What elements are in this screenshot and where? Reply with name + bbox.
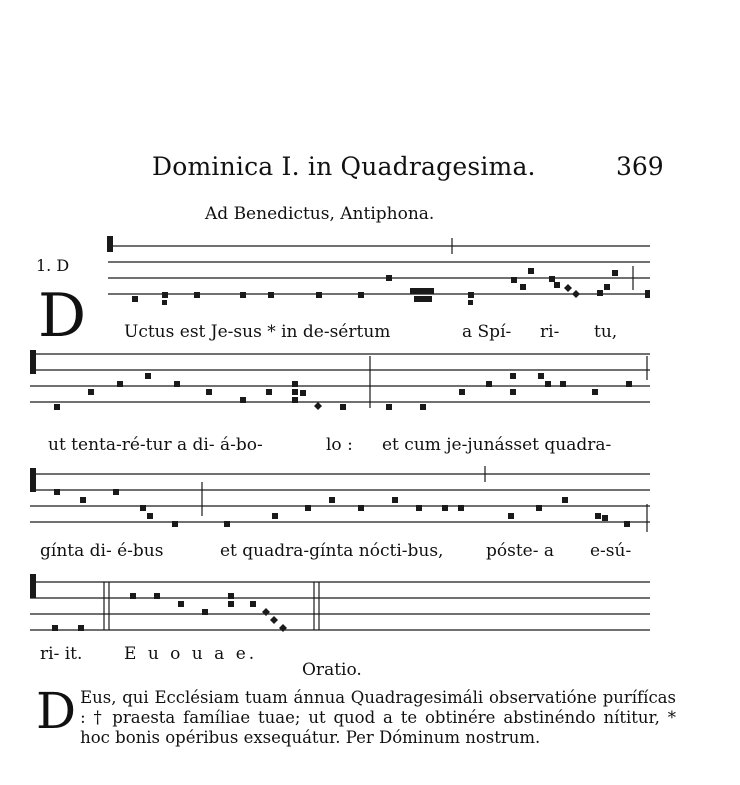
- staff-1: [107, 236, 650, 305]
- lyric-line-3c: póste- a: [486, 541, 555, 561]
- clef-mark: [107, 236, 113, 252]
- lyric-line-3a: gínta di- é-bus: [40, 541, 164, 561]
- page-title: Dominica I. in Quadragesima.: [152, 152, 536, 181]
- lyric-line-2c: et cum je-junásset quadra-: [382, 435, 612, 455]
- lyric-line-2a: ut tenta-ré-tur a di- á-bo-: [48, 435, 263, 455]
- chant-initial: D: [38, 281, 87, 351]
- lyric-line-1c: ri-: [540, 322, 560, 342]
- staff-3: [30, 466, 650, 532]
- lyric-line-3b: et quadra-gínta nócti-bus,: [220, 541, 444, 561]
- lyric-line-3d: e-sú-: [590, 541, 632, 561]
- oratio-initial: D: [36, 682, 77, 740]
- lyric-line-4a: ri- it.: [40, 644, 83, 664]
- lyric-line-2b: lo :: [326, 435, 353, 455]
- oratio-text: Eus, qui Ecclésiam tuam ánnua Quadragesimáli observatióne purífícas : † praesta famíliae tuae; ut quod a te obtinére abstinéndo nítitur, * hoc bonis opéribus exsequátur. Per Dóminum nostrum.: [80, 688, 676, 747]
- lyric-line-1d: tu,: [594, 322, 618, 342]
- lyric-line-4b: E u o u a e.: [124, 644, 258, 664]
- lyric-line-1b: a Spí-: [462, 322, 512, 342]
- staff-4: [30, 574, 650, 632]
- oratio-heading: Oratio.: [302, 660, 362, 680]
- staff-2: [30, 350, 650, 410]
- oratio-text-block: [36, 682, 676, 748]
- lyric-line-1a: Uctus est Je-sus * in de-sértum: [124, 322, 391, 342]
- page-number: 369: [616, 152, 664, 181]
- antiphon-title: Ad Benedictus, Antiphona.: [205, 204, 435, 224]
- mode-label: 1. D: [36, 256, 70, 275]
